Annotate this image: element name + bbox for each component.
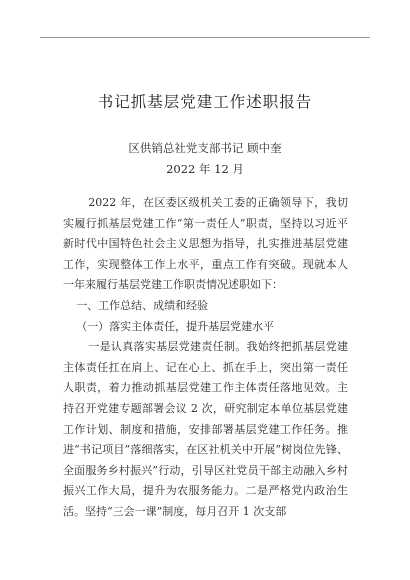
intro-paragraph: 2022 年，在区委区级机关工委的正确领导下，我切实履行抓基层党建工作“第一责任人”职责，坚持以习近平新时代中国特色社会主义思想为指导，扎实推进基层党建工作，实现整体工作上水平，重点工作有突破。现就本人一年来履行基层党建工作职责情况述职如下： — [63, 196, 348, 292]
document-title: 书记抓基层党建工作述职报告 — [97, 93, 313, 111]
section-heading: 一、工作总结、成绩和经验 — [76, 298, 209, 312]
body-paragraph: 一是认真落实基层党建责任制。我始终把抓基层党建主体责任扛在肩上、记在心上、抓在手上，突出第一责任人职责，着力推动抓基层党建工作主体责任落地见效。主持召开党建专题部署会议 2 次，研究制定本单位基层党建工作计划、制度和措施，安排部署基层党建工作任务。推进“书记项目”落细落实，在区社机关中开展“树岗位先锋、全面服务乡村振兴”行动，引导区社党员干部主动融入乡村振兴工作大局，提升为农服务能力。二是严格党内政治生活。坚持“三会一课”制度，每月召开 1 次支部 — [63, 340, 348, 518]
header-rule — [40, 37, 370, 38]
document-body — [63, 193, 348, 523]
document-author: 区供销总社党支部书记 顾中奎 — [128, 141, 282, 155]
subsection-heading: （一）落实主体责任，提升基层党建水平 — [76, 319, 275, 333]
document-date: 2022 年 12 月 — [166, 162, 244, 176]
